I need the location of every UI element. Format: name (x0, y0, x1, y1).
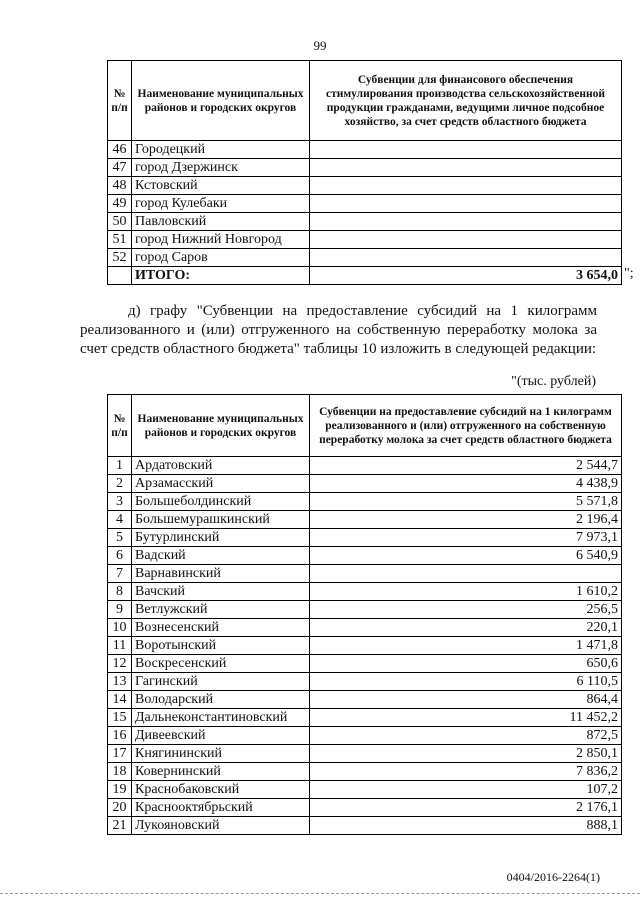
row-num: 17 (108, 745, 132, 763)
row-num: 49 (108, 195, 132, 213)
table-row (108, 817, 622, 835)
row-num: 51 (108, 231, 132, 249)
row-name: Ковернинский (132, 763, 310, 781)
total-num (108, 267, 132, 285)
row-name: город Нижний Новгород (132, 231, 310, 249)
row-num: 20 (108, 799, 132, 817)
row-value: 7 836,2 (310, 763, 622, 781)
page-number: 99 (313, 38, 327, 53)
row-num: 19 (108, 781, 132, 799)
row-num: 4 (108, 511, 132, 529)
total-value: 3 654,0 (310, 267, 622, 285)
closing-quote: "; (624, 266, 634, 281)
row-num: 18 (108, 763, 132, 781)
row-name: Лукояновский (132, 817, 310, 835)
row-value: 1 610,2 (310, 583, 622, 601)
row-name: Павловский (132, 213, 310, 231)
table-row (108, 619, 622, 637)
table-row (108, 781, 622, 799)
document-number: 0404/2016-2264(1) (506, 870, 600, 884)
row-name: город Саров (132, 249, 310, 267)
row-value: 888,1 (310, 817, 622, 835)
table-row (108, 493, 622, 511)
col-header-name: Наименование муниципальных районов и городских округов (132, 61, 310, 141)
row-name: Дивеевский (132, 727, 310, 745)
row-value (310, 159, 622, 177)
row-value: 11 452,2 (310, 709, 622, 727)
row-name: Краснобаковский (132, 781, 310, 799)
row-value: 2 176,1 (310, 799, 622, 817)
row-name: Володарский (132, 691, 310, 709)
row-value: 6 540,9 (310, 547, 622, 565)
col-header-value: Субвенции для финансового обеспечения стимулирования производства сельскохозяйственной продукции гражданами, ведущими личное подсобное хозяйство, за счет средств областного бюджета (310, 61, 622, 141)
row-value: 2 544,7 (310, 457, 622, 475)
table-row (108, 231, 622, 249)
table-row (108, 249, 622, 267)
table-row (108, 745, 622, 763)
table-row (108, 159, 622, 177)
divider (0, 893, 640, 894)
table-row (108, 177, 622, 195)
table-row (108, 691, 622, 709)
row-num: 12 (108, 655, 132, 673)
table-header (108, 395, 622, 457)
row-value: 256,5 (310, 601, 622, 619)
table-row (108, 655, 622, 673)
table-row (108, 547, 622, 565)
row-num: 21 (108, 817, 132, 835)
row-value (310, 177, 622, 195)
row-name: Воротынский (132, 637, 310, 655)
row-num: 15 (108, 709, 132, 727)
row-value: 650,6 (310, 655, 622, 673)
row-value: 5 571,8 (310, 493, 622, 511)
row-value: 4 438,9 (310, 475, 622, 493)
row-value: 864,4 (310, 691, 622, 709)
table-row (108, 565, 622, 583)
row-name: Варнавинский (132, 565, 310, 583)
row-num: 11 (108, 637, 132, 655)
col-header-value: Субвенции на предоставление субсидий на 1 килограмм реализованного и (или) отгруженного на собственную переработку молока за счет средств областного бюджета (310, 395, 622, 457)
row-value: 2 196,4 (310, 511, 622, 529)
table-row (108, 511, 622, 529)
subvention-table-2 (107, 394, 622, 835)
subvention-table-1 (107, 60, 622, 285)
col-header-num: № п/п (108, 61, 132, 141)
row-name: Городецкий (132, 141, 310, 159)
row-value: 107,2 (310, 781, 622, 799)
table-row (108, 709, 622, 727)
row-name: Ардатовский (132, 457, 310, 475)
row-value (310, 249, 622, 267)
row-num: 48 (108, 177, 132, 195)
amendment-paragraph (80, 302, 597, 359)
table-row (108, 583, 622, 601)
row-num: 13 (108, 673, 132, 691)
table-row (108, 141, 622, 159)
row-num: 6 (108, 547, 132, 565)
row-num: 8 (108, 583, 132, 601)
row-value (310, 231, 622, 249)
table-row (108, 763, 622, 781)
row-num: 52 (108, 249, 132, 267)
row-num: 14 (108, 691, 132, 709)
row-value: 872,5 (310, 727, 622, 745)
row-name: Кстовский (132, 177, 310, 195)
row-name: Гагинский (132, 673, 310, 691)
row-num: 9 (108, 601, 132, 619)
total-label: ИТОГО: (132, 267, 310, 285)
col-header-name: Наименование муниципальных районов и городских округов (132, 395, 310, 457)
row-name: Вадский (132, 547, 310, 565)
total-row (108, 267, 622, 285)
row-value (310, 565, 622, 583)
row-value (310, 213, 622, 231)
table-row (108, 457, 622, 475)
table-row (108, 529, 622, 547)
row-name: Краснооктябрьский (132, 799, 310, 817)
row-name: Вознесенский (132, 619, 310, 637)
row-num: 3 (108, 493, 132, 511)
row-name: Большемурашкинский (132, 511, 310, 529)
row-num: 16 (108, 727, 132, 745)
row-value: 220,1 (310, 619, 622, 637)
row-num: 1 (108, 457, 132, 475)
row-num: 10 (108, 619, 132, 637)
row-value: 2 850,1 (310, 745, 622, 763)
row-name: Княгининский (132, 745, 310, 763)
row-num: 50 (108, 213, 132, 231)
row-name: город Кулебаки (132, 195, 310, 213)
row-num: 47 (108, 159, 132, 177)
units-label: "(тыс. рублей) (511, 374, 596, 389)
table-row (108, 673, 622, 691)
row-name: Дальнеконстантиновский (132, 709, 310, 727)
table-row (108, 637, 622, 655)
row-name: Ветлужский (132, 601, 310, 619)
row-name: Арзамасский (132, 475, 310, 493)
row-num: 2 (108, 475, 132, 493)
row-num: 46 (108, 141, 132, 159)
table-row (108, 195, 622, 213)
row-name: Бутурлинский (132, 529, 310, 547)
table-row (108, 475, 622, 493)
row-name: Большеболдинский (132, 493, 310, 511)
col-header-num: № п/п (108, 395, 132, 457)
row-name: Воскресенский (132, 655, 310, 673)
row-value: 6 110,5 (310, 673, 622, 691)
row-num: 7 (108, 565, 132, 583)
row-value: 7 973,1 (310, 529, 622, 547)
paragraph-text: д) графу "Субвенции на предоставление субсидий на 1 килограмм реализованного и (или) отгруженного на собственную переработку молока за счет средств областного бюджета" таблицы 10 изложить в следующей редакции: (80, 303, 597, 357)
table-row (108, 727, 622, 745)
row-num: 5 (108, 529, 132, 547)
row-value: 1 471,8 (310, 637, 622, 655)
table-row (108, 799, 622, 817)
table-header (108, 61, 622, 141)
row-value (310, 195, 622, 213)
row-value (310, 141, 622, 159)
row-name: город Дзержинск (132, 159, 310, 177)
row-name: Вачский (132, 583, 310, 601)
table-row (108, 601, 622, 619)
table-row (108, 213, 622, 231)
